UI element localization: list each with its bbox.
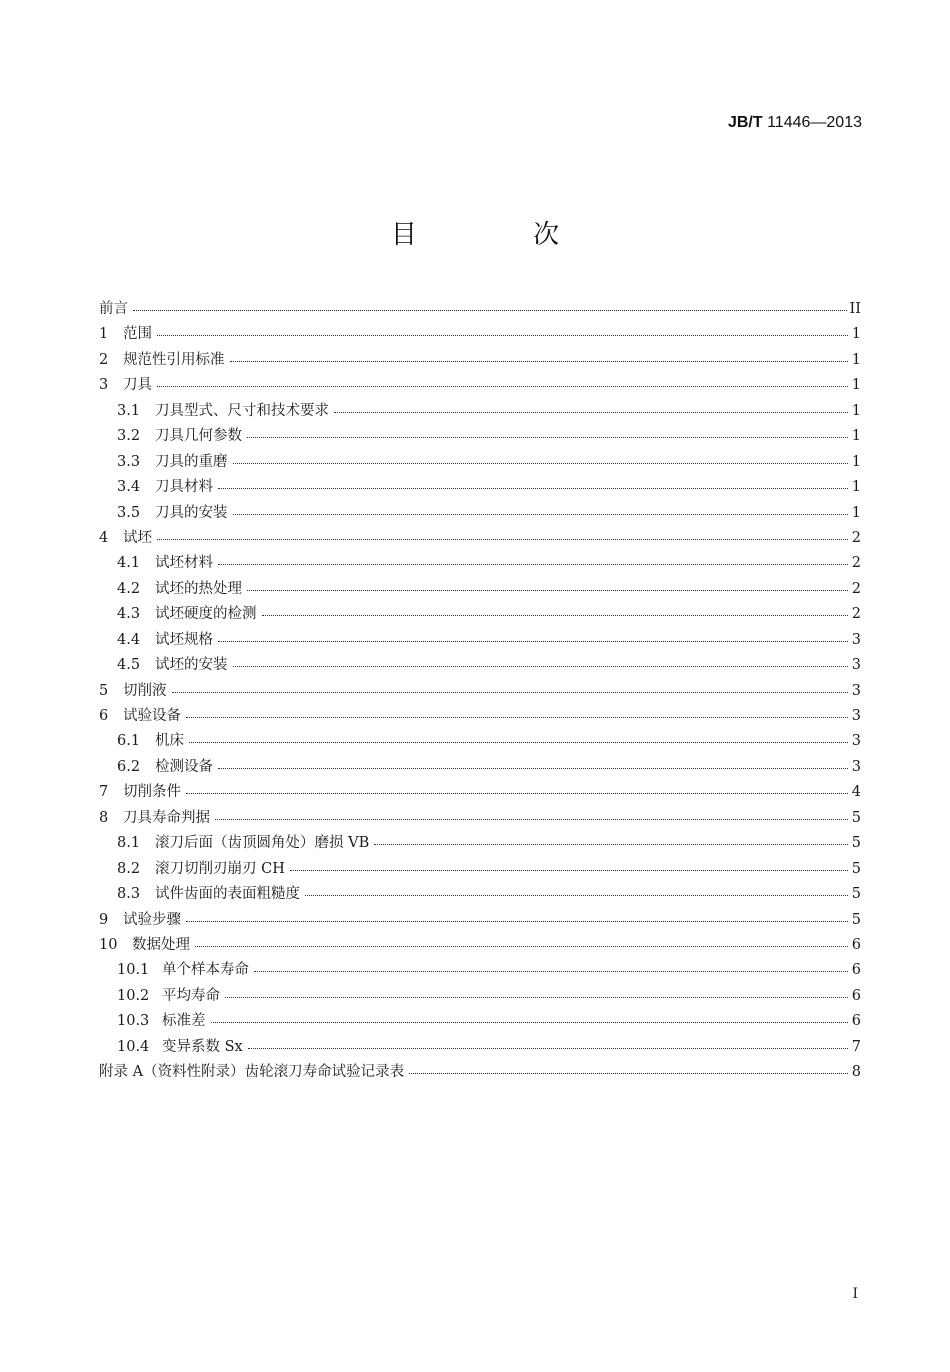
toc-entry-number: 6: [99, 708, 109, 724]
toc-entry-number: 10.4: [117, 1038, 150, 1055]
toc-entry-number: 6.2: [117, 758, 141, 775]
toc-entry-page: 1: [851, 453, 861, 470]
toc-entry-title: 滚刀切削刃崩刃 CH: [155, 860, 285, 877]
toc-entry-number: 9: [99, 911, 109, 928]
leader-dots: [262, 601, 849, 616]
toc-entry-title: 试坯的安装: [155, 657, 228, 674]
leader-dots: [215, 805, 848, 820]
toc-entry-title: 试坯规格: [155, 631, 213, 648]
toc-entry-6[interactable]: [99, 704, 861, 729]
toc-entry-title: 试验设备: [123, 708, 181, 724]
toc-entry-page: 5: [851, 809, 861, 826]
toc-entry-7[interactable]: [99, 780, 861, 805]
toc-entry-3-4[interactable]: [99, 475, 861, 500]
leader-dots: [409, 1059, 848, 1074]
toc-entry-4-3[interactable]: [99, 602, 861, 627]
toc-entry-foreword[interactable]: [99, 297, 861, 322]
leader-dots: [334, 398, 848, 413]
leader-dots: [254, 957, 848, 972]
toc-entry-number: 3.3: [117, 453, 141, 470]
leader-dots: [172, 678, 849, 693]
toc-entry-number: 10: [99, 936, 118, 953]
toc-entry-page: 5: [851, 911, 861, 928]
toc-entry-number: 2: [99, 351, 109, 368]
page-number: I: [852, 1286, 858, 1302]
toc-entry-title: 试件齿面的表面粗糙度: [155, 886, 300, 903]
toc-entry-8-1[interactable]: [99, 831, 861, 856]
toc-entry-page: 6: [851, 1013, 861, 1030]
standard-prefix: JB/T: [727, 114, 763, 131]
toc-entry-page: 3: [851, 682, 861, 699]
leader-dots: [247, 423, 848, 438]
toc-entry-title: 数据处理: [132, 936, 190, 953]
toc-entry-title: 刀具材料: [155, 479, 213, 496]
toc-entry-number: 8.3: [117, 886, 141, 903]
toc-entry-3[interactable]: [99, 373, 861, 398]
toc-entry-title: 试坯: [123, 529, 152, 546]
toc-entry-number: 8.2: [117, 860, 141, 877]
toc-entry-8-2[interactable]: [99, 857, 861, 882]
leader-dots: [157, 372, 848, 387]
toc-entry-page: 2: [851, 606, 861, 623]
standard-number: 11446—2013: [767, 114, 862, 131]
leader-dots: [225, 983, 848, 998]
toc-entry-title: 单个样本寿命: [162, 962, 249, 979]
toc-entry-title: 切削液: [123, 682, 167, 699]
toc-entry-page: 8: [851, 1064, 861, 1081]
toc-entry-page: 3: [851, 733, 861, 750]
toc-entry-3-3[interactable]: [99, 450, 861, 475]
toc-entry-3-2[interactable]: [99, 424, 861, 449]
toc-entry-title: 检测设备: [155, 758, 213, 775]
toc-entry-page: 2: [851, 529, 861, 546]
leader-dots: [186, 779, 848, 794]
toc-entry-title: 试坯材料: [155, 555, 213, 572]
leader-dots: [189, 728, 848, 743]
table-of-contents: [99, 297, 861, 1086]
toc-entry-appendix-a[interactable]: [99, 1060, 861, 1085]
toc-entry-title: 平均寿命: [162, 987, 220, 1004]
toc-entry-number: 3.4: [117, 479, 141, 496]
toc-entry-number: 4.5: [117, 657, 141, 674]
toc-entry-title: 刀具: [123, 377, 152, 394]
toc-entry-page: 6: [851, 962, 861, 979]
leader-dots: [218, 550, 848, 565]
toc-entry-page: 6: [851, 987, 861, 1004]
toc-entry-number: 8.1: [117, 835, 141, 852]
toc-entry-10-2[interactable]: [99, 984, 861, 1009]
toc-entry-title: 刀具寿命判据: [123, 809, 210, 826]
toc-entry-3-1[interactable]: [99, 399, 861, 424]
leader-dots: [233, 449, 849, 464]
toc-entry-page: II: [849, 301, 861, 317]
leader-dots: [186, 907, 848, 922]
toc-entry-number: 4: [99, 529, 109, 546]
toc-entry-title: 规范性引用标准: [123, 351, 225, 368]
toc-entry-title: 试坯硬度的检测: [155, 606, 257, 623]
toc-entry-number: 8: [99, 809, 109, 826]
toc-entry-8-3[interactable]: [99, 882, 861, 907]
leader-dots: [233, 652, 849, 667]
toc-entry-title: 变异系数 Sx: [162, 1038, 243, 1055]
toc-entry-title: 试验步骤: [123, 911, 181, 928]
toc-entry-page: 3: [851, 631, 861, 648]
leader-dots: [133, 296, 847, 311]
leader-dots: [218, 754, 848, 769]
leader-dots: [233, 500, 849, 515]
toc-entry-number: 1: [99, 326, 109, 343]
leader-dots: [157, 525, 848, 540]
toc-entry-3-5[interactable]: [99, 501, 861, 526]
toc-entry-page: 1: [851, 504, 861, 521]
leader-dots: [248, 1034, 848, 1049]
leader-dots: [218, 627, 848, 642]
toc-entry-number: 3.2: [117, 428, 141, 445]
toc-entry-title: 切削条件: [123, 784, 181, 801]
leader-dots: [186, 703, 848, 718]
toc-entry-number: 5: [99, 682, 109, 699]
toc-entry-number: 4.4: [117, 631, 141, 648]
leader-dots: [374, 830, 848, 845]
toc-entry-number: 3: [99, 377, 109, 394]
toc-entry-page: 7: [851, 1038, 861, 1055]
toc-entry-page: 5: [851, 886, 861, 903]
toc-entry-4-4[interactable]: [99, 628, 861, 653]
toc-entry-title: 前言: [99, 301, 128, 317]
toc-entry-5[interactable]: [99, 679, 861, 704]
toc-entry-8[interactable]: [99, 806, 861, 831]
toc-entry-number: 10.3: [117, 1013, 150, 1030]
toc-entry-page: 5: [851, 860, 861, 877]
standard-code: [728, 114, 862, 132]
toc-entry-page: 5: [851, 835, 861, 852]
toc-entry-4[interactable]: [99, 526, 861, 551]
leader-dots: [195, 932, 848, 947]
toc-entry-number: 3.1: [117, 402, 141, 419]
toc-entry-page: 3: [851, 758, 861, 775]
toc-entry-number: 6.1: [117, 733, 141, 750]
toc-title: 目 次: [390, 220, 614, 250]
toc-entry-page: 4: [851, 784, 861, 801]
toc-entry-title: 机床: [155, 733, 184, 750]
toc-entry-number: 10.2: [117, 987, 150, 1004]
leader-dots: [290, 856, 848, 871]
toc-entry-10-1[interactable]: [99, 958, 861, 983]
toc-entry-title: 试坯的热处理: [155, 580, 242, 597]
toc-entry-number: 3.5: [117, 504, 141, 521]
leader-dots: [247, 576, 848, 591]
toc-entry-page: 1: [851, 479, 861, 496]
toc-entry-title: 范围: [123, 326, 152, 343]
toc-entry-title: 刀具几何参数: [155, 428, 242, 445]
toc-entry-page: 1: [851, 326, 861, 343]
leader-dots: [157, 321, 848, 336]
toc-entry-9[interactable]: [99, 908, 861, 933]
toc-entry-number: 10.1: [117, 962, 150, 979]
toc-entry-title: 附录 A（资料性附录）齿轮滚刀寿命试验记录表: [99, 1064, 405, 1081]
toc-entry-page: 3: [851, 708, 861, 724]
toc-entry-10-4[interactable]: [99, 1035, 861, 1060]
toc-entry-title: 刀具的重磨: [155, 453, 228, 470]
toc-entry-title: 刀具型式、尺寸和技术要求: [155, 402, 329, 419]
toc-entry-page: 2: [851, 555, 861, 572]
toc-entry-10[interactable]: [99, 933, 861, 958]
toc-entry-page: 1: [851, 402, 861, 419]
toc-entry-2[interactable]: [99, 348, 861, 373]
leader-dots: [218, 474, 848, 489]
leader-dots: [230, 347, 849, 362]
toc-entry-number: 4.3: [117, 606, 141, 623]
toc-entry-4-5[interactable]: [99, 653, 861, 678]
toc-entry-10-3[interactable]: [99, 1009, 861, 1034]
leader-dots: [305, 881, 848, 896]
toc-entry-title: 滚刀后面（齿顶圆角处）磨损 VB: [155, 835, 370, 852]
toc-entry-4-1[interactable]: [99, 551, 861, 576]
toc-entry-number: 4.1: [117, 555, 141, 572]
toc-entry-number: 7: [99, 784, 109, 801]
toc-entry-page: 6: [851, 936, 861, 953]
toc-entry-title: 标准差: [162, 1013, 206, 1030]
toc-entry-title: 刀具的安装: [155, 504, 228, 521]
toc-entry-page: 1: [851, 428, 861, 445]
toc-entry-page: 1: [851, 377, 861, 394]
leader-dots: [211, 1008, 849, 1023]
toc-entry-page: 1: [851, 351, 861, 368]
toc-entry-page: 3: [851, 657, 861, 674]
toc-entry-page: 2: [851, 580, 861, 597]
toc-entry-1[interactable]: [99, 322, 861, 347]
toc-entry-4-2[interactable]: [99, 577, 861, 602]
toc-entry-number: 4.2: [117, 580, 141, 597]
toc-entry-6-1[interactable]: [99, 729, 861, 754]
toc-entry-6-2[interactable]: [99, 755, 861, 780]
